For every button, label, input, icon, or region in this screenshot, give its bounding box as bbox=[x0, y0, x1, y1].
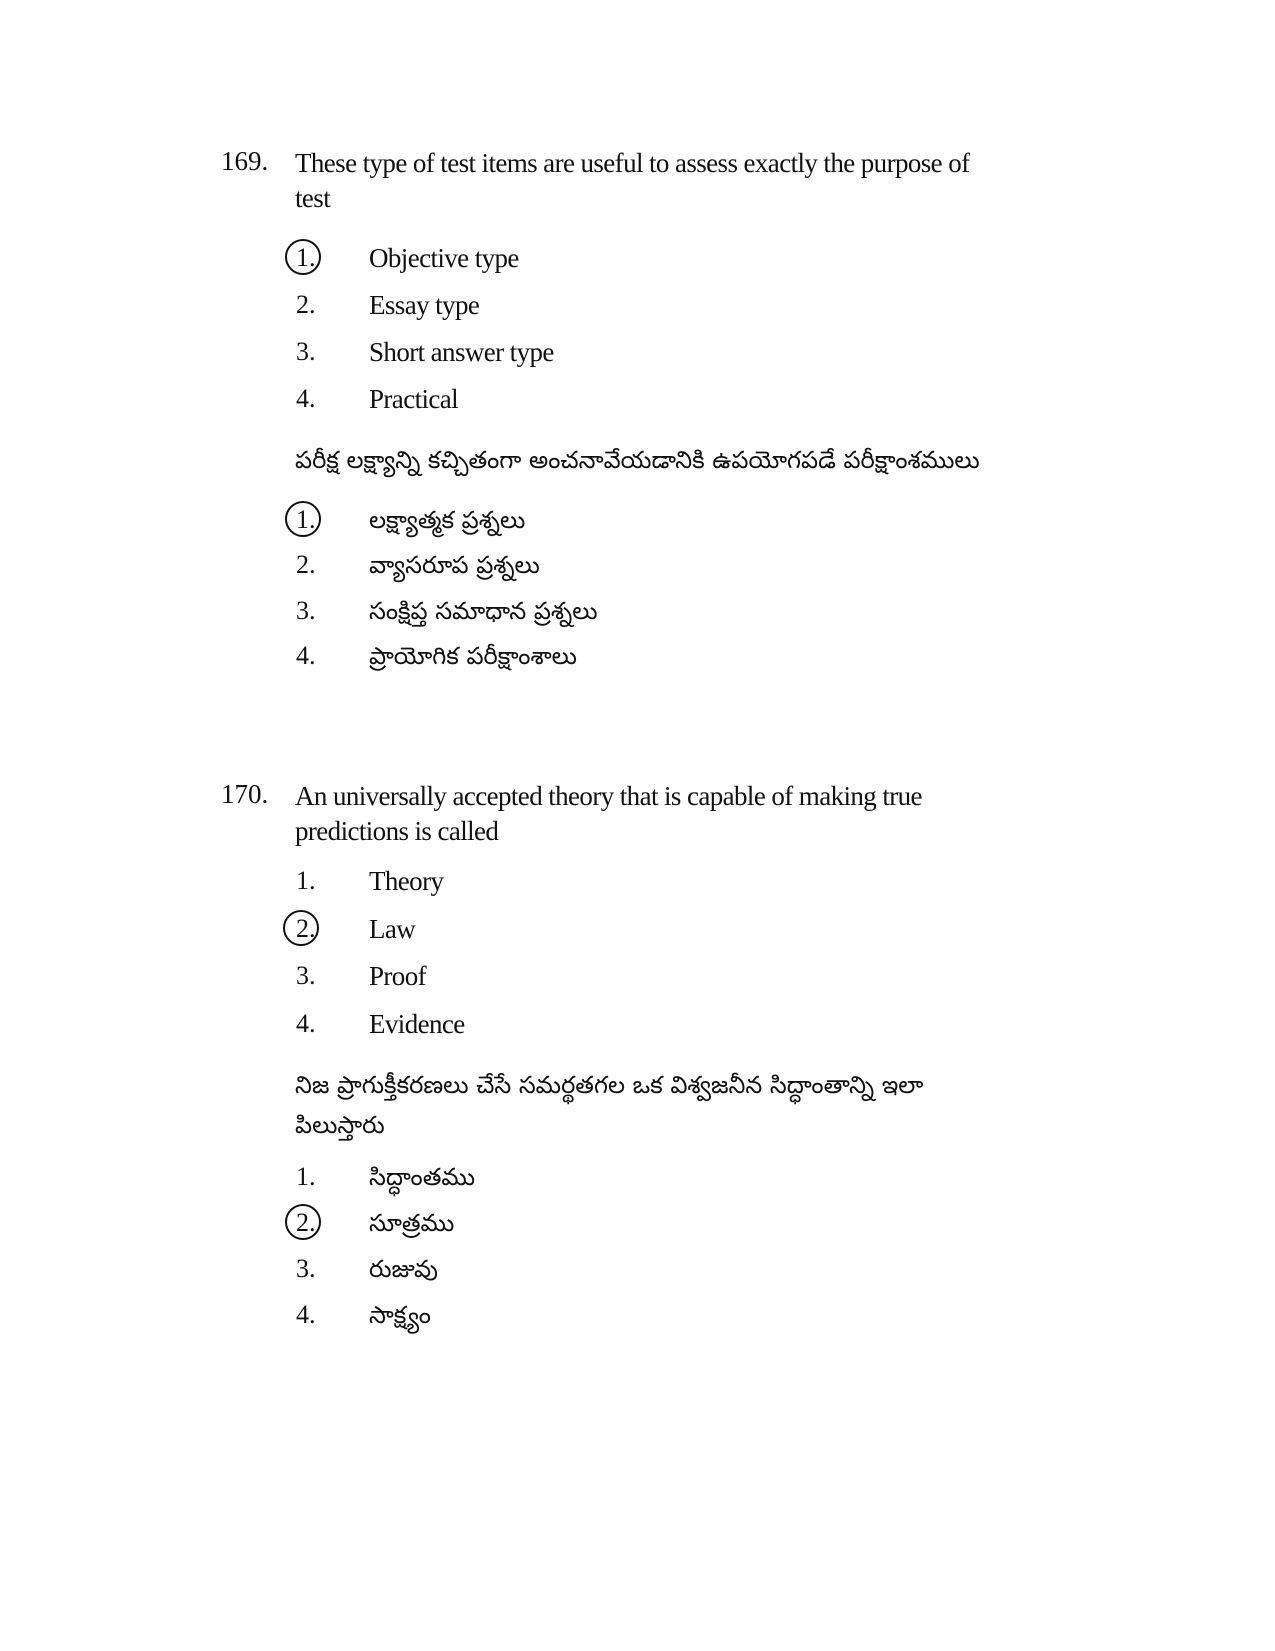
question-text-english bbox=[295, 779, 1035, 849]
option-number: 2. bbox=[296, 550, 316, 579]
question-line: These type of test items are useful to assess exactly the purpose of bbox=[295, 148, 970, 178]
question-number: 170. bbox=[221, 779, 269, 809]
option-label: సూత్రము bbox=[369, 1209, 455, 1237]
option-label: సాక్ష్యం bbox=[369, 1301, 431, 1329]
option-number: 3. bbox=[296, 596, 316, 625]
option-number: 2. bbox=[296, 290, 316, 319]
option-number: 4. bbox=[296, 641, 316, 670]
option-number: 3. bbox=[296, 1254, 316, 1283]
question-text-telugu: పరీక్ష లక్ష్యాన్ని కచ్చితంగా అంచనావేయడానికి ఉపయోగపడే పరీక్షాంశములు bbox=[295, 446, 980, 474]
question-line: నిజ ప్రాగుక్తీకరణలు చేసే సమర్థతగల ఒక విశ్వజనీన సిద్ధాంతాన్ని ఇలా bbox=[295, 1071, 924, 1099]
option-number: 2. bbox=[296, 914, 316, 943]
option-number: 4. bbox=[296, 384, 316, 413]
option-number: 1. bbox=[296, 243, 316, 272]
option-label: Practical bbox=[369, 384, 459, 414]
question-number: 169. bbox=[221, 146, 269, 176]
option-number: 1. bbox=[296, 1162, 316, 1191]
option-label: Law bbox=[369, 914, 416, 944]
option-label: Theory bbox=[369, 866, 444, 896]
option-number: 3. bbox=[296, 961, 316, 990]
question-line: test bbox=[295, 183, 331, 213]
option-number: 4. bbox=[296, 1300, 316, 1329]
option-number: 4. bbox=[296, 1009, 316, 1038]
option-label: Evidence bbox=[369, 1009, 465, 1039]
option-label: Proof bbox=[369, 961, 426, 991]
option-number: 3. bbox=[296, 337, 316, 366]
option-number: 1. bbox=[296, 505, 316, 534]
option-label: సిద్ధాంతము bbox=[369, 1163, 476, 1191]
option-label: Short answer type bbox=[369, 337, 554, 367]
option-label: ప్రాయోగిక పరీక్షాంశాలు bbox=[369, 642, 577, 670]
option-label: సంక్షిప్త సమాధాన ప్రశ్నలు bbox=[369, 597, 598, 625]
option-label: రుజువు bbox=[369, 1255, 438, 1283]
option-number: 2. bbox=[296, 1208, 316, 1237]
question-line: An universally accepted theory that is capable of making true bbox=[295, 781, 922, 811]
question-line: predictions is called bbox=[295, 816, 499, 846]
option-number: 1. bbox=[296, 866, 316, 895]
option-label: వ్యాసరూప ప్రశ్నలు bbox=[369, 551, 540, 579]
option-label: Objective type bbox=[369, 243, 519, 273]
question-text-telugu bbox=[295, 1065, 1015, 1145]
option-label: లక్ష్యాత్మక ప్రశ్నలు bbox=[369, 506, 526, 534]
question-line: పిలుస్తారు bbox=[295, 1111, 385, 1139]
question-text-english bbox=[295, 146, 1035, 216]
option-label: Essay type bbox=[369, 290, 480, 320]
